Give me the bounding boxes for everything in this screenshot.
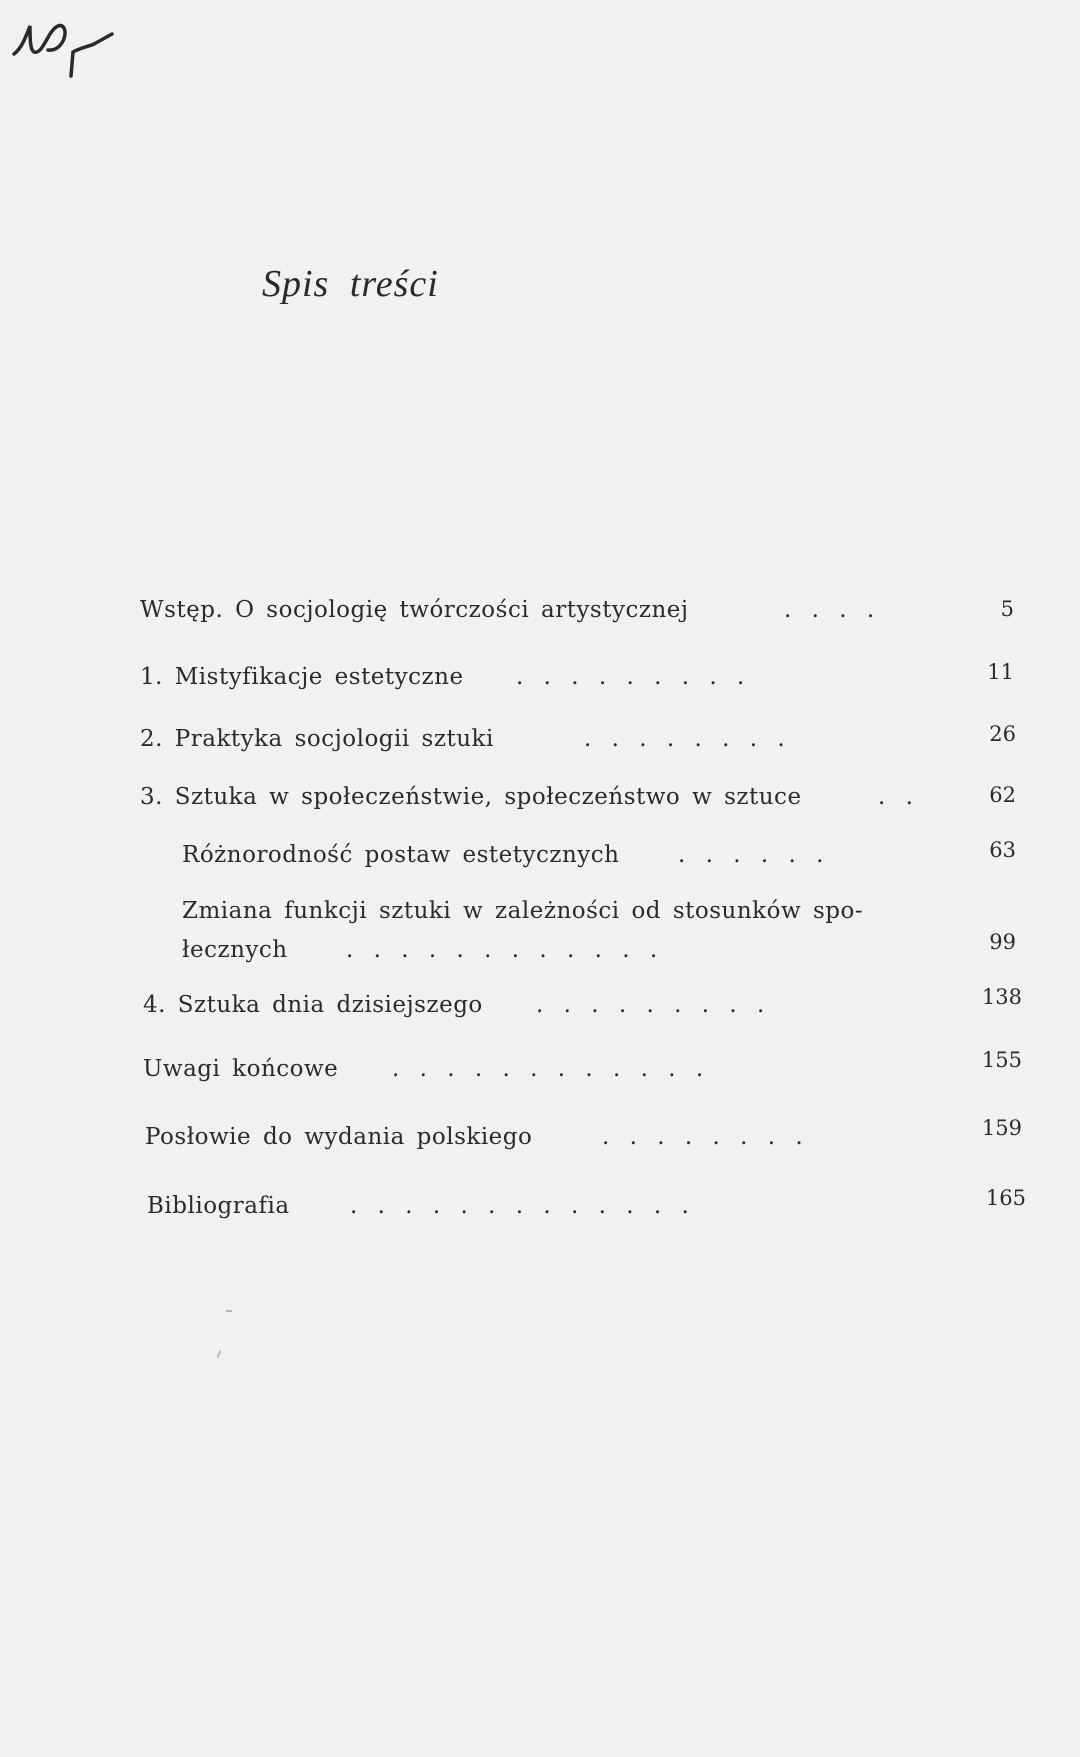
dot-leader: . . . . . . . . . <box>516 664 745 690</box>
dot-leader: . . . . . . . . . . . . <box>346 937 658 963</box>
toc-entry-chapter-2: 2. Praktyka socjologii sztuki <box>140 726 494 752</box>
dot-leader: . . <box>878 784 913 810</box>
paper-speck <box>226 1310 232 1312</box>
dot-leader: . . . . . . <box>678 842 824 868</box>
page-number: 155 <box>981 1048 1022 1072</box>
page-number: 99 <box>989 930 1016 954</box>
dot-leader: . . . . . . . . . <box>536 992 765 1018</box>
toc-entry-section-attitudes: Różnorodność postaw estetycznych <box>182 842 620 868</box>
paper-speck <box>216 1350 221 1358</box>
toc-entry-section-functions: Zmiana funkcji sztuki w zależności od stosunków spo- <box>182 898 864 924</box>
toc-entry-bibliography: Bibliografia <box>147 1193 290 1219</box>
toc-entry-section-functions-cont: łecznych <box>182 937 288 963</box>
page-title: Spis treści <box>262 263 439 305</box>
dot-leader: . . . . . . . . <box>602 1124 803 1150</box>
handwritten-page-mark <box>4 8 124 78</box>
toc-entry-chapter-3: 3. Sztuka w społeczeństwie, społeczeństwo w sztuce <box>140 784 802 810</box>
dot-leader: . . . . . . . . <box>584 726 785 752</box>
page-number: 26 <box>989 722 1016 746</box>
dot-leader: . . . . . . . . . . . . . <box>350 1193 689 1219</box>
toc-entry-chapter-4: 4. Sztuka dnia dzisiejszego <box>143 992 483 1018</box>
toc-entry-afterword: Posłowie do wydania polskiego <box>145 1124 533 1150</box>
page-number: 62 <box>989 783 1016 807</box>
page-number: 11 <box>987 660 1014 684</box>
page-number: 5 <box>1000 597 1014 621</box>
dot-leader: . . . . <box>784 597 875 623</box>
toc-entry-chapter-1: 1. Mistyfikacje estetyczne <box>140 664 464 690</box>
page-number: 159 <box>981 1116 1022 1140</box>
page-number: 63 <box>989 838 1016 862</box>
page-number: 165 <box>985 1186 1026 1210</box>
page-number: 138 <box>981 985 1022 1009</box>
dot-leader: . . . . . . . . . . . . <box>392 1056 704 1082</box>
toc-entry-final-remarks: Uwagi końcowe <box>143 1056 339 1082</box>
toc-entry-introduction: Wstęp. O socjologię twórczości artystycznej <box>140 597 689 623</box>
